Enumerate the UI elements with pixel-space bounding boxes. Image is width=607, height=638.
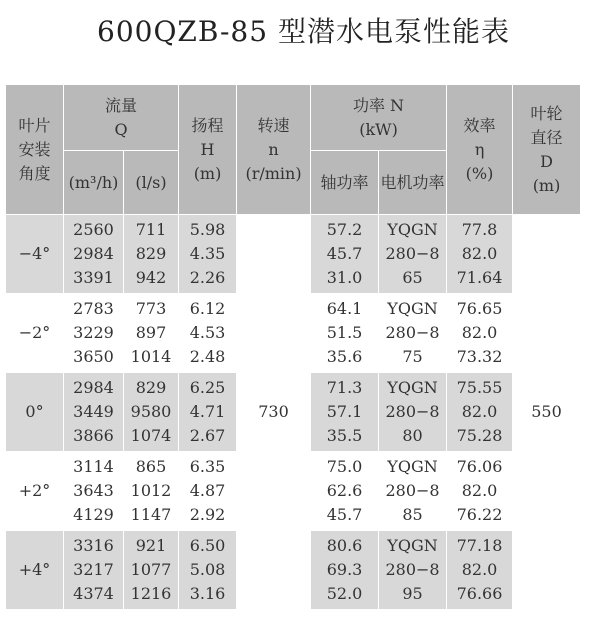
header-flow-m3h: (m³/h) [64,151,124,215]
shaft-power-cell: 71.3 57.1 35.5 [311,373,379,452]
efficiency-cell: 77.18 82.0 76.66 [447,531,513,610]
head-cell: 6.12 4.53 2.48 [179,294,237,373]
motor-power-cell: YQGN 280−8 85 [379,452,447,531]
shaft-power-cell: 64.1 51.5 35.6 [311,294,379,373]
blade-angle-cell: +2° [6,452,64,531]
flow-m3h-cell: 3316 3217 4374 [64,531,124,610]
flow-m3h-cell: 2984 3449 3866 [64,373,124,452]
head-cell: 5.98 4.35 2.26 [179,215,237,294]
head-cell: 6.25 4.71 2.67 [179,373,237,452]
efficiency-cell: 77.8 82.0 71.64 [447,215,513,294]
header-flow-ls: (l/s) [124,151,179,215]
header-head: 扬程 H (m) [179,85,237,215]
header-speed: 转速 n (r/min) [237,85,311,215]
flow-ls-cell: 829 9580 1074 [124,373,179,452]
flow-m3h-cell: 3114 3643 4129 [64,452,124,531]
motor-power-cell: YQGN 280−8 65 [379,215,447,294]
header-motor-power: 电机功率 [379,151,447,215]
header-efficiency: 效率 η (%) [447,85,513,215]
table-body [6,215,581,610]
flow-ls-cell: 711 829 942 [124,215,179,294]
page-title: 600QZB-85 型潜水电泵性能表 [97,15,510,48]
header-blade-angle: 叶片 安装 角度 [6,85,64,215]
motor-power-cell: YQGN 280−8 75 [379,294,447,373]
head-cell: 6.35 4.87 2.92 [179,452,237,531]
speed-cell: 730 [237,215,311,610]
flow-ls-cell: 865 1012 1147 [124,452,179,531]
header-power: 功率 N (kW) [311,85,447,151]
efficiency-cell: 76.65 82.0 73.32 [447,294,513,373]
flow-ls-cell: 921 1077 1216 [124,531,179,610]
motor-power-cell: YQGN 280−8 95 [379,531,447,610]
shaft-power-cell: 80.6 69.3 52.0 [311,531,379,610]
header-flow: 流量 Q [64,85,179,151]
motor-power-cell: YQGN 280−8 80 [379,373,447,452]
efficiency-cell: 75.55 82.0 75.28 [447,373,513,452]
efficiency-cell: 76.06 82.0 76.22 [447,452,513,531]
blade-angle-cell: −4° [6,215,64,294]
shaft-power-cell: 75.0 62.6 45.7 [311,452,379,531]
head-cell: 6.50 5.08 3.16 [179,531,237,610]
blade-angle-cell: −2° [6,294,64,373]
header-shaft-power: 轴功率 [311,151,379,215]
performance-table [5,84,581,610]
flow-m3h-cell: 2783 3229 3650 [64,294,124,373]
impeller-diameter-cell: 550 [513,215,581,610]
flow-ls-cell: 773 897 1014 [124,294,179,373]
blade-angle-cell: +4° [6,531,64,610]
shaft-power-cell: 57.2 45.7 31.0 [311,215,379,294]
table-row [6,215,581,294]
blade-angle-cell: 0° [6,373,64,452]
header-impeller-diameter: 叶轮 直径 D (m) [513,85,581,215]
flow-m3h-cell: 2560 2984 3391 [64,215,124,294]
